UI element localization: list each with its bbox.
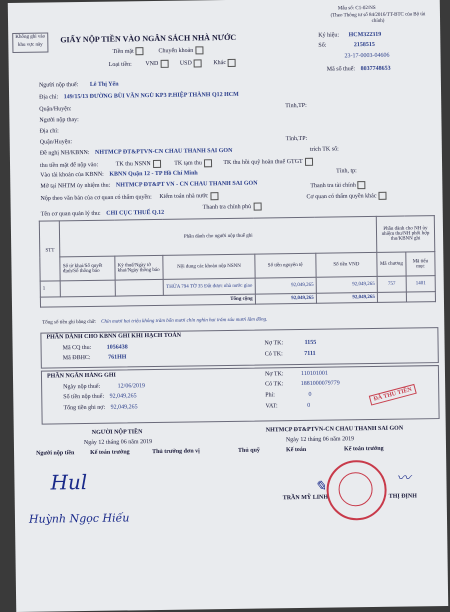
form-code: Mẫu số: C1-02/NS	[337, 5, 376, 12]
vnd-label: VND	[145, 61, 159, 68]
bank-date-label: Ngày nộp thuế:	[63, 383, 101, 391]
authority-row	[40, 192, 218, 202]
payer-name-row	[39, 82, 119, 89]
bank-amount-value: 92,049,265	[109, 393, 137, 400]
bank-vat-row	[265, 403, 310, 410]
kbnn-dbhc-row	[63, 354, 127, 361]
form-basis: (Theo Thông tư số 84/2016/TT-BTC của Bộ tài chính)	[330, 12, 426, 24]
kbnn-account-label: Vào tài khoản của KBNN:	[40, 171, 104, 179]
nhtm-value: NHTMCP ĐT&PT VN - CN CHAU THANH SAI GON	[115, 180, 258, 189]
tax-payment-form	[8, 0, 448, 612]
cash-option	[112, 47, 143, 55]
bank-fee-value: 0	[308, 391, 312, 398]
opt-nsnn-label: TK thu NSNN	[115, 161, 151, 168]
kbnn-section-title: PHẦN DÀNH CHO KBNN GHI KHI HẠCH TOÁN	[46, 332, 182, 341]
debit-bank-label: Đề nghị NH/KBNN:	[39, 149, 90, 157]
payer-handwritten-name: Huỳnh Ngọc Hiếu	[28, 511, 130, 526]
agency-row	[41, 210, 164, 218]
signer-name: TRẦN MỸ LINH	[282, 494, 329, 502]
authority-label: Nộp theo văn bản của cơ quan có thẩm quyền:	[40, 194, 152, 202]
bank-amount-row	[63, 393, 136, 400]
opt-ttct-label: Thanh tra tài chính	[310, 182, 356, 190]
bank-fee-label: Phí:	[265, 392, 275, 399]
kbnn-dbhc-label: Mã ĐBHC:	[62, 354, 91, 362]
kbnn-cq-row	[63, 344, 128, 351]
currency-label: Loại tiền:	[108, 61, 132, 69]
opt-other	[306, 192, 386, 201]
amount-words-label: Tổng số tiền ghi bằng chữ:	[42, 319, 96, 326]
payer-address-label: Địa chỉ:	[39, 94, 59, 101]
transfer-option	[158, 46, 203, 55]
amount-words-value: Chín mươi hai triệu không trăm bốn mươi chín nghìn hai trăm sáu mươi lăm đồng.	[101, 317, 268, 325]
bank-debit-label: Nợ TK:	[264, 371, 284, 378]
bank-debit-row	[265, 371, 328, 378]
bank-part-header: Phần dành cho NH ủy nhiệm thu/NH phối hợp thu/KBNN ghi	[376, 216, 434, 253]
kbnn-account-value: KBNN Quận 12 - TP Hồ Chí Minh	[109, 170, 198, 178]
payer-name-value: Lê Thị Yến	[89, 81, 119, 88]
kbnn-cq-label: Mã CQ thu:	[62, 344, 92, 352]
amount-words-row	[42, 317, 267, 325]
bank-amount-label: Số tiền nộp thuế:	[63, 393, 105, 401]
symbol-row	[318, 32, 381, 39]
opt-tamthu-checkbox[interactable]	[204, 159, 212, 167]
currency-row	[109, 59, 236, 69]
opt-gtgt-label: TK thu hồi quỹ hoàn thuế GTGT	[223, 159, 303, 167]
opt-ttcp-checkbox[interactable]	[253, 203, 261, 211]
agency-value: CHI CỤC THUẾ Q.12	[106, 209, 165, 217]
usd-label: USD	[179, 60, 192, 68]
col-declaration: Số tờ khai/Số quyết định/Số thông báo	[60, 256, 115, 281]
agency-label: Tên cơ quan quản lý thu:	[40, 210, 101, 218]
unit-head-sign-label: Thủ trưởng đơn vị	[152, 448, 200, 456]
symbol-label: Ký hiệu:	[318, 32, 340, 39]
bank-signature-mark: ✎	[314, 478, 327, 495]
opt-nsnn-checkbox[interactable]	[153, 160, 161, 168]
usd-checkbox[interactable]	[194, 59, 202, 67]
number-value: 2158515	[353, 41, 375, 49]
payer-name-label: Người nộp thuế:	[38, 82, 79, 89]
number-row	[318, 42, 375, 49]
transfer-label: Chuyển khoản	[158, 47, 194, 55]
debit-account-label: trích TK số:	[309, 146, 339, 153]
collect-label: thu tiền mặt để nộp vào:	[40, 162, 99, 169]
cash-label: Tiền mặt	[112, 48, 134, 55]
opt-ktnn-checkbox[interactable]	[210, 192, 218, 200]
opt-ttct-checkbox[interactable]	[358, 181, 366, 189]
proxy-address-label: Địa chỉ:	[39, 128, 59, 135]
payer-address-row	[39, 92, 239, 101]
other-currency-checkbox[interactable]	[228, 59, 236, 67]
kbnn-credit-row	[265, 351, 316, 358]
chief-sign-label: Kế toán trưởng	[90, 449, 130, 456]
bank-total-value: 92,049,265	[110, 404, 138, 411]
total-vnd-amount: 92,049,265	[316, 292, 377, 303]
bank-seal-inner-ring	[338, 472, 372, 506]
signer2-name: THỊ ĐỊNH	[388, 493, 417, 500]
kbnn-credit-label: Có TK:	[264, 351, 283, 358]
cash-checkbox[interactable]	[136, 47, 144, 55]
payer-sign-title: NGƯỜI NỘP TIỀN	[91, 429, 143, 436]
bank-vat-label: VAT:	[265, 403, 278, 410]
payer-part-header: Phần dành cho người nộp thuế ghi	[60, 216, 377, 256]
total-orig-amount: 92,049,265	[255, 293, 316, 304]
bank-seal	[326, 460, 387, 521]
col-orig-amount: Số tiền nguyên tệ	[254, 253, 316, 278]
proxy-payer-label: Người nộp thay:	[39, 117, 79, 124]
accountant-sign-label: Kế toán	[285, 446, 307, 454]
row-period	[115, 279, 164, 296]
proxy-province-label: Tỉnh,TP:	[285, 135, 308, 143]
kbnn-province-label: Tỉnh, tp:	[336, 168, 357, 175]
bank-debit-value: 110101001	[300, 370, 328, 377]
bank-credit-value: 1881000079779	[300, 380, 340, 387]
bank-signature2-mark: 〰	[396, 470, 411, 487]
opt-ttct	[310, 181, 366, 190]
row-stt: 1	[40, 281, 61, 297]
row-chapter: 757	[377, 276, 406, 292]
number-label: Số:	[318, 42, 327, 49]
kbnn-credit-value: 7111	[304, 350, 316, 357]
vnd-checkbox[interactable]	[160, 60, 168, 68]
opt-ktnn-label: Kiểm toán nhà nước	[159, 193, 209, 201]
bank-date-value: 12/06/2019	[117, 383, 146, 390]
total-item-empty	[406, 292, 435, 302]
bank-fee-row	[265, 392, 311, 399]
tax-code-value: 8037748653	[360, 65, 391, 73]
col-vnd-amount: Số tiền VND	[316, 252, 378, 277]
kbnn-dbhc-value: 761HH	[108, 354, 127, 361]
payment-table	[39, 215, 436, 308]
payer-district-label: Quận/Huyện:	[39, 106, 72, 113]
bank-credit-row	[265, 380, 340, 387]
opt-ttcp	[203, 203, 262, 212]
bank-total-row	[63, 404, 137, 411]
nhtm-label: Mở tại NHTM ủy nhiệm thu:	[40, 182, 111, 190]
nhtm-row	[40, 181, 257, 190]
total-label: Tổng cộng	[40, 294, 255, 307]
teller-sign-label: Thủ quỹ	[238, 447, 260, 454]
row-declaration	[61, 280, 116, 297]
bank-total-label: Tổng tiền ghi nợ:	[63, 404, 106, 412]
collect-options	[40, 158, 313, 170]
row-orig-amount: 92,049,265	[255, 277, 316, 294]
payer-signature: Hul	[50, 469, 88, 495]
col-period: Kỳ thuế/Ngày tờ khai/Ngày thông báo	[115, 255, 164, 280]
col-content: Nội dung các khoản nộp NSNN	[163, 254, 255, 279]
col-chapter: Mã chương	[377, 252, 406, 276]
other-currency-label: Khác	[213, 60, 227, 67]
reserved-area-box	[12, 32, 48, 53]
bank-date-row	[63, 383, 145, 390]
bank-vat-value: 0	[307, 402, 311, 409]
kbnn-debit-label: Nợ TK:	[264, 340, 284, 347]
bank-sign-title: NHTMCP ĐT&PTVN-CN CHAU THANH SAI GON	[265, 425, 404, 434]
debit-bank-row	[40, 148, 233, 157]
col-item: Mã tiểu mục	[406, 252, 435, 276]
kbnn-cq-value: 1056438	[106, 344, 128, 351]
row-vnd-amount: 92,049,265	[316, 276, 377, 293]
proxy-district-label: Quận/Huyện:	[39, 139, 73, 146]
payer-sign-label: Người nộp tiền	[36, 450, 75, 457]
payer-sign-date: Ngày 12 tháng 06 năm 2019	[83, 439, 153, 447]
paid-stamp: ĐÃ THU TIỀN	[369, 384, 417, 406]
row-content: THỬA 794 TỜ 35 Đất được nhà nước giao	[164, 278, 255, 295]
symbol-value: HCM322319	[348, 31, 382, 39]
row-item: 1401	[406, 276, 435, 292]
serial-value: 23-17-0003-04606	[344, 52, 390, 60]
reserved-area-note: Không ghi vào khu vực này	[15, 34, 46, 48]
col-stt: STT	[39, 221, 60, 281]
form-title: GIẤY NỘP TIỀN VÀO NGÂN SÁCH NHÀ NƯỚC	[60, 32, 237, 45]
tax-code-label: Mã số thuế:	[326, 66, 356, 73]
kbnn-account-row	[40, 170, 198, 178]
bank-credit-label: Có TK:	[265, 381, 284, 388]
bank-sign-date: Ngày 12 tháng 06 năm 2019	[285, 436, 355, 444]
tax-code-row	[327, 66, 391, 73]
opt-other-label: Cơ quan có thẩm quyền khác	[306, 193, 377, 201]
total-chapter-empty	[377, 292, 406, 302]
opt-ttcp-label: Thanh tra chính phủ	[202, 204, 252, 211]
opt-gtgt-checkbox[interactable]	[305, 158, 313, 166]
opt-other-checkbox[interactable]	[378, 192, 386, 200]
chief2-sign-label: Kế toán trưởng	[343, 445, 384, 453]
payer-address-value: 149/15/13 ĐƯỜNG BÙI VĂN NGÙ KP3 P.HIỆP THÀNH Q12 HCM	[63, 91, 239, 101]
transfer-checkbox[interactable]	[195, 46, 203, 54]
opt-tamthu-label: TK tạm thu	[174, 160, 202, 168]
kbnn-debit-value: 1155	[304, 339, 317, 346]
bank-section-title: PHẦN NGÂN HÀNG GHI	[46, 372, 116, 380]
debit-bank-value: NHTMCP ĐT&PTVN-CN CHAU THANH SAI GON	[94, 147, 233, 156]
payer-province-label: Tỉnh,TP:	[285, 102, 307, 110]
kbnn-debit-row	[265, 340, 317, 347]
